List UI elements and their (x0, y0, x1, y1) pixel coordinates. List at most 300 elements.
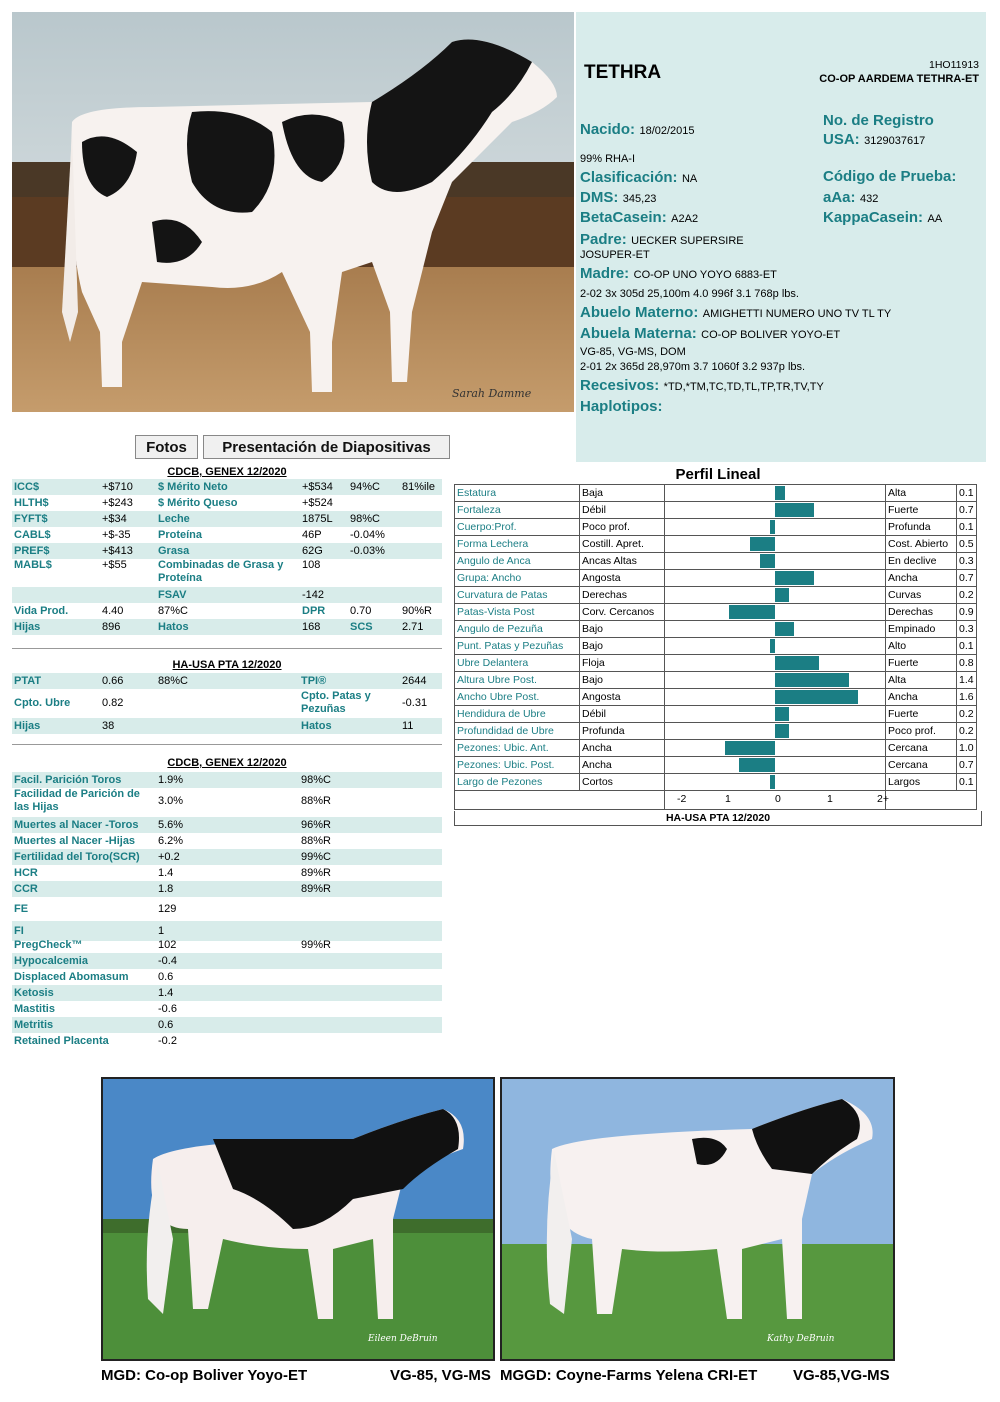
cdcb1-cell: -142 (302, 589, 325, 601)
perfil-trait: Cuerpo:Prof. (455, 519, 580, 536)
perfil-trait: Forma Lechera (455, 536, 580, 553)
perfil-bar (775, 588, 789, 602)
perfil-bar-cell (665, 706, 886, 723)
cdcb2-cell: 88%R (301, 835, 331, 847)
slideshow-button[interactable]: Presentación de Diapositivas (203, 435, 450, 459)
perfil-bar-cell (665, 638, 886, 655)
hausa-cell: Cpto. Patas y Pezuñas (301, 690, 371, 715)
betacasein-value: A2A2 (671, 213, 699, 225)
perfil-bar (760, 554, 775, 568)
cdcb1-row (12, 511, 442, 527)
perfil-bar-cell (665, 485, 886, 502)
clasificacion-value: NA (681, 173, 698, 185)
cdcb2-cell: PregCheck™ (14, 939, 83, 951)
perfil-high-label: Profunda (886, 519, 957, 536)
hausa-cell: TPI® (301, 675, 327, 687)
bull-full-name: CO-OP AARDEMA TETHRA-ET (819, 73, 979, 85)
recesivos-label: Recesivos: (580, 377, 660, 394)
perfil-high-label: Alto (886, 638, 957, 655)
perfil-high-label: Ancha (886, 570, 957, 587)
betacasein-label: BetaCasein: (580, 209, 667, 226)
cdcb1-cell: +$534 (302, 481, 333, 493)
perfil-trait: Ubre Delantera (455, 655, 580, 672)
perfil-bar (739, 758, 775, 772)
cdcb1-cell: $ Mérito Neto (158, 481, 228, 493)
perfil-bar-cell (665, 672, 886, 689)
perfil-value: 0.5 (957, 536, 977, 553)
perfil-bar-cell (665, 740, 886, 757)
cdcb1-cell: 90%R (402, 605, 432, 617)
cdcb1-cell: FSAV (158, 589, 187, 601)
cdcb2-row (12, 985, 442, 1001)
cdcb2-cell: -0.4 (158, 955, 177, 967)
cdcb2-cell: 0.6 (158, 1019, 174, 1031)
cdcb2-cell: HCR (14, 867, 38, 879)
perfil-trait: Estatura (455, 485, 580, 502)
haplotipos-label: Haplotipos: (580, 398, 663, 415)
perfil-row (455, 706, 977, 723)
perfil-low-label: Corv. Cercanos (580, 604, 665, 621)
cdcb1-row (12, 479, 442, 495)
perfil-low-label: Poco prof. (580, 519, 665, 536)
madre-label: Madre: (580, 265, 630, 282)
cdcb1-cell: 1875L (302, 513, 333, 525)
cdcb2-row (12, 1033, 442, 1049)
bull-code: 1HO11913 (928, 59, 979, 71)
cdcb2-cell: 89%R (301, 867, 331, 879)
dms-label: DMS: (580, 189, 619, 206)
cdcb1-cell: +$710 (102, 481, 133, 493)
cdcb2-row (12, 881, 442, 897)
hausa-cell: 0.82 (102, 697, 124, 709)
codigo-label: Código de Prueba: (823, 168, 957, 185)
cdcb1-row (12, 603, 442, 619)
photo1-signature: Eileen DeBruin (368, 1334, 438, 1344)
cdcb2-cell: 5.6% (158, 819, 184, 831)
perfil-bar (770, 520, 775, 534)
cdcb2-cell: Retained Placenta (14, 1035, 109, 1047)
perfil-value: 0.1 (957, 485, 977, 502)
hausa-cell: Hijas (14, 720, 41, 732)
divider (12, 744, 442, 745)
cdcb2-title: CDCB, GENEX 12/2020 (167, 757, 287, 769)
perfil-low-label: Bajo (580, 638, 665, 655)
perfil-source: HA-USA PTA 12/2020 (454, 811, 982, 826)
perfil-table (454, 484, 977, 810)
cdcb1-title: CDCB, GENEX 12/2020 (167, 466, 287, 478)
hausa-cell: PTAT (14, 675, 42, 687)
cdcb1-cell: DPR (302, 605, 326, 617)
cdcb1-cell: 46P (302, 529, 322, 541)
perfil-bar (729, 605, 775, 619)
perfil-row (455, 502, 977, 519)
cdcb2-cell: FE (14, 903, 29, 915)
perfil-value: 0.7 (957, 757, 977, 774)
perfil-bar-cell (665, 587, 886, 604)
perfil-value: 0.2 (957, 723, 977, 740)
perfil-value: 0.3 (957, 553, 977, 570)
perfil-bar-cell (665, 723, 886, 740)
perfil-value: 0.7 (957, 502, 977, 519)
cdcb2-row (12, 865, 442, 881)
cdcb2-row (12, 849, 442, 865)
perfil-high-label: Cercana (886, 757, 957, 774)
cdcb1-row (12, 559, 442, 587)
perfil-axis-tick: 1 (725, 793, 731, 805)
perfil-row (455, 723, 977, 740)
photo-signature: Sarah Damme (452, 387, 532, 400)
cdcb1-row (12, 619, 442, 635)
aaa-value: 432 (859, 193, 879, 205)
cdcb2-cell: 1.4 (158, 987, 174, 999)
cdcb1-cell: 168 (302, 621, 321, 633)
perfil-value: 0.1 (957, 774, 977, 791)
caption-mgd: MGD: Co-op Boliver Yoyo-ET (101, 1367, 308, 1384)
perfil-row (455, 587, 977, 604)
fotos-button[interactable]: Fotos (135, 435, 198, 459)
perfil-value: 1.0 (957, 740, 977, 757)
cdcb2-cell: 89%R (301, 883, 331, 895)
cdcb2-cell: 99%R (301, 939, 331, 951)
cdcb1-cell: Proteína (158, 529, 203, 541)
perfil-low-label: Ancas Altas (580, 553, 665, 570)
perfil-bar-cell (665, 519, 886, 536)
hausa-cell: 11 (402, 720, 414, 732)
perfil-bar-cell (665, 655, 886, 672)
cdcb2-row (12, 788, 442, 816)
madre-value: CO-OP UNO YOYO 6883-ET (633, 269, 777, 281)
cdcb1-cell: Combinadas de Grasa y Proteína (158, 559, 284, 584)
perfil-low-label: Bajo (580, 672, 665, 689)
cdcb1-cell: 62G (302, 545, 323, 557)
caption-mgd-class: VG-85, VG-MS (390, 1367, 491, 1384)
perfil-row (455, 604, 977, 621)
perfil-bar-cell (665, 536, 886, 553)
perfil-bar (775, 707, 789, 721)
cdcb2-cell: 6.2% (158, 835, 184, 847)
hausa-title: HA-USA PTA 12/2020 (172, 659, 282, 671)
cdcb1-row (12, 543, 442, 559)
cdcb2-cell: Metritis (14, 1019, 54, 1031)
perfil-value: 0.3 (957, 621, 977, 638)
cdcb1-cell: Grasa (158, 545, 190, 557)
cdcb1-row (12, 495, 442, 511)
perfil-bar (770, 775, 775, 789)
cdcb1-cell: +$413 (102, 545, 133, 557)
nacido-label: Nacido: (580, 121, 636, 138)
perfil-trait: Grupa: Ancho (455, 570, 580, 587)
perfil-trait: Altura Ubre Post. (455, 672, 580, 689)
cdcb2-cell: 1.4 (158, 867, 174, 879)
rha-value: 99% RHA-I (580, 153, 636, 165)
cdcb2-cell: Muertes al Nacer -Toros (14, 819, 139, 831)
cdcb1-cell: 4.40 (102, 605, 124, 617)
cdcb1-cell: Leche (158, 513, 190, 525)
cdcb2-cell: 88%R (301, 795, 331, 807)
perfil-high-label: Fuerte (886, 502, 957, 519)
cdcb2-row (12, 953, 442, 969)
perfil-trait: Angulo de Pezuña (455, 621, 580, 638)
hausa-cell: -0.31 (402, 697, 428, 709)
perfil-bar (750, 537, 776, 551)
cdcb2-cell: 1.9% (158, 774, 184, 786)
perfil-value: 0.2 (957, 706, 977, 723)
perfil-row (455, 655, 977, 672)
cdcb2-cell: CCR (14, 883, 38, 895)
cdcb1-cell: SCS (350, 621, 373, 633)
perfil-trait: Profundidad de Ubre (455, 723, 580, 740)
cdcb2-cell: Mastitis (14, 1003, 55, 1015)
perfil-title: Perfil Lineal (675, 466, 761, 483)
caption-mggd-class: VG-85,VG-MS (793, 1367, 890, 1384)
cdcb2-row (12, 772, 442, 788)
cdcb2-cell: Hypocalcemia (14, 955, 88, 967)
divider (12, 648, 442, 649)
perfil-low-label: Angosta (580, 689, 665, 706)
perfil-high-label: Alta (886, 672, 957, 689)
perfil-row (455, 570, 977, 587)
cdcb2-row (12, 1017, 442, 1033)
perfil-row (455, 757, 977, 774)
hausa-cell: 88%C (158, 675, 188, 687)
padre-label: Padre: (580, 231, 627, 248)
perfil-row (455, 740, 977, 757)
cdcb1-cell: 87%C (158, 605, 188, 617)
perfil-row (455, 672, 977, 689)
perfil-high-label: Cost. Abierto (886, 536, 957, 553)
cdcb2-cell: 98%C (301, 774, 331, 786)
perfil-high-label: Empinado (886, 621, 957, 638)
cdcb1-cell: -0.04% (350, 529, 385, 541)
cdcb1-cell: 2.71 (402, 621, 424, 633)
photo2-signature: Kathy DeBruin (767, 1334, 835, 1344)
cdcb1-cell: $ Mérito Queso (158, 497, 238, 509)
abuela-value: CO-OP BOLIVER YOYO-ET (701, 329, 841, 341)
perfil-high-label: En declive (886, 553, 957, 570)
perfil-low-label: Ancha (580, 757, 665, 774)
perfil-row (455, 638, 977, 655)
perfil-bar-cell (665, 757, 886, 774)
perfil-high-label: Poco prof. (886, 723, 957, 740)
perfil-row (455, 485, 977, 502)
perfil-low-label: Costill. Apret. (580, 536, 665, 553)
cdcb1-cell: +$34 (102, 513, 127, 525)
perfil-low-label: Angosta (580, 570, 665, 587)
perfil-row (455, 774, 977, 791)
abuela-record: 2-01 2x 365d 28,970m 3.7 1060f 3.2 937p lbs. (580, 361, 806, 373)
dms-value: 345,23 (622, 193, 657, 205)
nacido-value: 18/02/2015 (639, 125, 695, 137)
perfil-bar (775, 503, 814, 517)
cdcb2-cell: 96%R (301, 819, 331, 831)
bull-name: TETHRA (584, 62, 662, 83)
perfil-low-label: Bajo (580, 621, 665, 638)
perfil-trait: Fortaleza (455, 502, 580, 519)
cdcb1-cell: MABL$ (14, 559, 52, 571)
cdcb1-cell: +$55 (102, 559, 127, 571)
cdcb1-cell: 94%C (350, 481, 380, 493)
hausa-row (12, 690, 442, 718)
cdcb1-cell: 108 (302, 559, 321, 571)
cdcb2-row (12, 899, 442, 919)
cdcb2-cell: 0.6 (158, 971, 174, 983)
perfil-bar (770, 639, 775, 653)
cdcb2-cell: -0.6 (158, 1003, 177, 1015)
perfil-high-label: Cercana (886, 740, 957, 757)
abuela-class: VG-85, VG-MS, DOM (580, 346, 686, 358)
perfil-low-label: Ancha (580, 740, 665, 757)
perfil-axis-tick: 1 (827, 793, 833, 805)
clasificacion-label: Clasificación: (580, 169, 678, 186)
usa-value: 3129037617 (864, 135, 926, 147)
cdcb1-cell: Hatos (158, 621, 189, 633)
abuelo-value: AMIGHETTI NUMERO UNO TV TL TY (702, 308, 892, 320)
kappa-value: AA (927, 213, 943, 225)
perfil-high-label: Fuerte (886, 655, 957, 672)
perfil-high-label: Derechas (886, 604, 957, 621)
cdcb1-row (12, 587, 442, 603)
perfil-value: 0.1 (957, 638, 977, 655)
cdcb2-cell: 1 (158, 925, 165, 937)
cdcb2-cell: Muertes al Nacer -Hijas (14, 835, 136, 847)
perfil-bar-cell (665, 774, 886, 791)
cdcb1-cell: HLTH$ (14, 497, 49, 509)
padre-value: UECKER SUPERSIRE (631, 235, 744, 247)
perfil-trait: Patas-Vista Post (455, 604, 580, 621)
cdcb2-row (12, 969, 442, 985)
main-cow-photo (12, 12, 574, 412)
cdcb1-cell: +$-35 (102, 529, 131, 541)
perfil-row (455, 621, 977, 638)
cdcb2-cell: -0.2 (158, 1035, 177, 1047)
cdcb2-cell: 3.0% (158, 795, 184, 807)
cdcb1-cell: PREF$ (14, 545, 50, 557)
cdcb1-row (12, 527, 442, 543)
hausa-cell: 0.66 (102, 675, 124, 687)
cdcb2-row (12, 1001, 442, 1017)
perfil-high-label: Fuerte (886, 706, 957, 723)
perfil-row (455, 689, 977, 706)
hausa-row (12, 673, 442, 689)
cdcb1-cell: +$524 (302, 497, 333, 509)
cdcb2-cell: Fertilidad del Toro(SCR) (14, 851, 140, 863)
perfil-low-label: Baja (580, 485, 665, 502)
cdcb1-cell: 98%C (350, 513, 380, 525)
mggd-photo (500, 1077, 895, 1361)
perfil-trait: Pezones: Ubic. Ant. (455, 740, 580, 757)
hausa-cell: 2644 (402, 675, 427, 687)
cdcb1-cell: CABL$ (14, 529, 51, 541)
aaa-label: aAa: (823, 189, 856, 206)
cdcb2-cell: Ketosis (14, 987, 54, 999)
perfil-bar-cell (665, 570, 886, 587)
caption-mggd: MGGD: Coyne-Farms Yelena CRI-ET (500, 1367, 758, 1384)
perfil-bar-cell (665, 689, 886, 706)
mgd-photo (101, 1077, 495, 1361)
perfil-bar (775, 673, 849, 687)
madre-record: 2-02 3x 305d 25,100m 4.0 996f 3.1 768p lbs. (580, 288, 799, 300)
perfil-low-label: Derechas (580, 587, 665, 604)
perfil-value: 0.7 (957, 570, 977, 587)
perfil-trait: Largo de Pezones (455, 774, 580, 791)
hausa-cell: Hatos (301, 720, 332, 732)
cdcb2-cell: Displaced Abomasum (14, 971, 129, 983)
cdcb1-cell: 81%ile (402, 481, 436, 493)
perfil-row (455, 536, 977, 553)
perfil-value: 0.2 (957, 587, 977, 604)
perfil-row (455, 553, 977, 570)
perfil-bar (775, 656, 819, 670)
cdcb2-row (12, 833, 442, 849)
perfil-bar (775, 690, 858, 704)
cdcb2-cell: 102 (158, 939, 177, 951)
perfil-value: 0.9 (957, 604, 977, 621)
cdcb2-cell: 99%C (301, 851, 331, 863)
perfil-trait: Punt. Patas y Pezuñas (455, 638, 580, 655)
cdcb1-cell: +$243 (102, 497, 133, 509)
recesivos-value: *TD,*TM,TC,TD,TL,TP,TR,TV,TY (663, 381, 824, 393)
perfil-high-label: Alta (886, 485, 957, 502)
cdcb1-cell: Hijas (14, 621, 41, 633)
usa-label: USA: (823, 131, 860, 148)
cdcb1-cell: ICC$ (14, 481, 40, 493)
perfil-low-label: Débil (580, 706, 665, 723)
cdcb2-cell: +0.2 (158, 851, 180, 863)
perfil-axis-row (455, 791, 977, 810)
perfil-bar-cell (665, 553, 886, 570)
perfil-bar-cell (665, 621, 886, 638)
perfil-trait: Hendidura de Ubre (455, 706, 580, 723)
perfil-low-label: Floja (580, 655, 665, 672)
kappa-label: KappaCasein: (823, 209, 924, 226)
perfil-value: 1.4 (957, 672, 977, 689)
cdcb1-cell: -0.03% (350, 545, 385, 557)
perfil-bar (775, 622, 794, 636)
perfil-bar (775, 571, 814, 585)
perfil-bar (725, 741, 775, 755)
perfil-axis-tick: 0 (775, 793, 781, 805)
perfil-row (455, 519, 977, 536)
abuela-label: Abuela Materna: (580, 325, 697, 342)
perfil-axis-tick: -2 (677, 793, 687, 805)
perfil-trait: Angulo de Anca (455, 553, 580, 570)
cdcb1-cell: Vida Prod. (14, 605, 69, 617)
perfil-low-label: Profunda (580, 723, 665, 740)
perfil-low-label: Débil (580, 502, 665, 519)
cdcb1-cell: FYFT$ (14, 513, 48, 525)
perfil-value: 0.1 (957, 519, 977, 536)
perfil-trait: Curvatura de Patas (455, 587, 580, 604)
cdcb2-cell: 129 (158, 903, 177, 915)
registro-label: No. de Registro (823, 112, 934, 129)
perfil-trait: Ancho Ubre Post. (455, 689, 580, 706)
cdcb2-cell: FI (14, 925, 24, 937)
cdcb2-cell: Facilidad de Parición de las Hijas (14, 788, 140, 813)
cdcb2-row (12, 937, 442, 953)
hausa-cell: Cpto. Ubre (14, 697, 71, 709)
abuelo-label: Abuelo Materno: (580, 304, 699, 321)
perfil-high-label: Curvas (886, 587, 957, 604)
cdcb1-cell: 896 (102, 621, 121, 633)
perfil-bar-cell (665, 604, 886, 621)
hausa-row (12, 718, 442, 734)
hausa-cell: 38 (102, 720, 115, 732)
perfil-bar (775, 486, 785, 500)
perfil-high-label: Ancha (886, 689, 957, 706)
perfil-trait: Pezones: Ubic. Post. (455, 757, 580, 774)
cdcb2-row (12, 817, 442, 833)
perfil-bar (775, 724, 789, 738)
